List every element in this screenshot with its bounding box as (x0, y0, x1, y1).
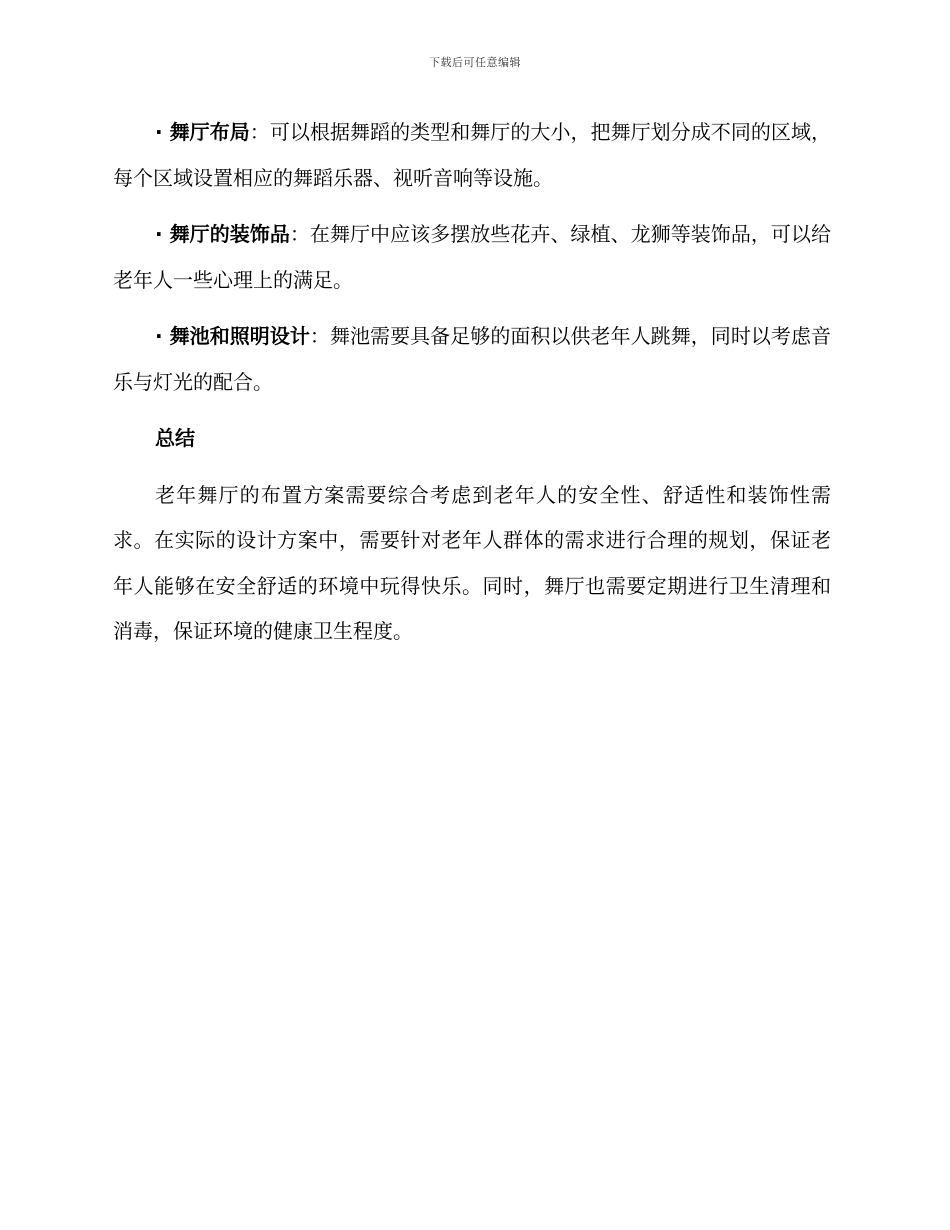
list-item-dance-floor (113, 314, 831, 405)
item-text: 舞池需要具备足够的面积以供老年人跳舞，同时以考虑音乐与灯光的配合。 (113, 324, 832, 394)
summary-heading: 总结 (155, 426, 195, 450)
document-body (113, 110, 831, 666)
item-text: 可以根据舞蹈的类型和舞厅的大小，把舞厅划分成不同的区域，每个区域设置相应的舞蹈乐器、视听音响等设施。 (113, 120, 832, 190)
list-item-layout (113, 110, 831, 201)
item-text: 在舞厅中应该多摆放些花卉、绿植、龙狮等装饰品，可以给老年人一些心理上的满足。 (113, 222, 832, 292)
item-term: · 舞池和照明设计 (155, 324, 310, 348)
item-term: · 舞厅布局 (155, 120, 250, 144)
page-header: 下载后可任意编辑 (429, 56, 521, 69)
item-term: · 舞厅的装饰品 (155, 222, 290, 246)
item-separator: ： (249, 120, 270, 144)
item-separator: ： (309, 324, 330, 348)
list-item-decorations (113, 212, 831, 303)
summary-body: 老年舞厅的布置方案需要综合考虑到老年人的安全性、舒适性和装饰性需求。在实际的设计方案中，需要针对老年人群体的需求进行合理的规划，保证老年人能够在安全舒适的环境中玩得快乐。同时，舞厅也需要定期进行卫生清理和消毒，保证环境的健康卫生程度。 (113, 482, 831, 643)
item-separator: ： (289, 222, 310, 246)
